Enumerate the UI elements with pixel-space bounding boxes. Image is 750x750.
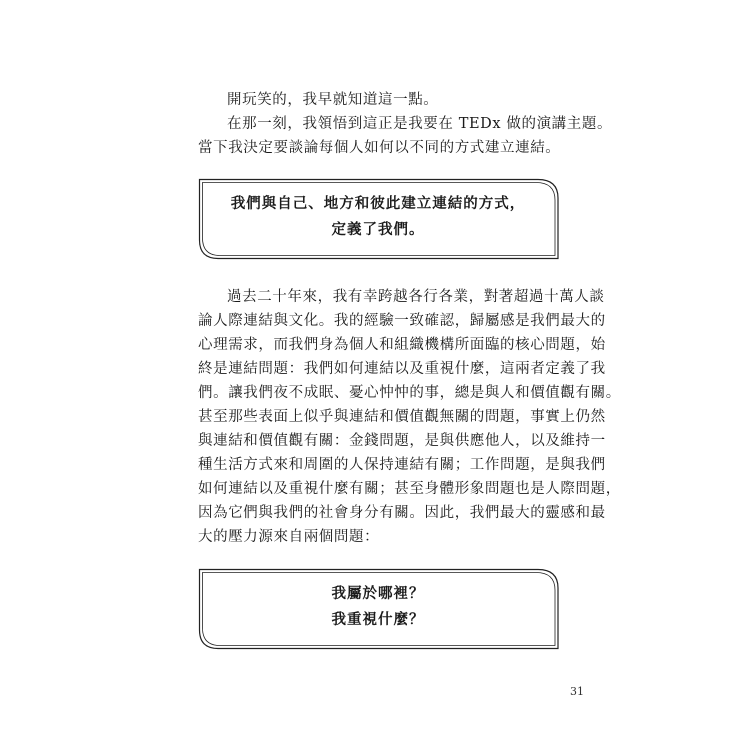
quote-box-2-text bbox=[198, 581, 558, 633]
opening-paragraph bbox=[198, 88, 613, 160]
quote-line: 我們與自己、地方和彼此建立連結的方式， bbox=[230, 196, 526, 212]
text-line: 心理需求，而我們身為個人和組織機構所面臨的核心問題，始 bbox=[198, 337, 606, 353]
text-line: 大的壓力源來自兩個問題： bbox=[198, 529, 380, 545]
text-line: 在那一刻，我領悟到這正是我要在 TEDx 做的演講主題。 bbox=[227, 116, 613, 132]
quote-box-1 bbox=[198, 178, 558, 258]
text-line: 如何連結以及重視什麼有關；甚至身體形象問題也是人際問題， bbox=[198, 481, 621, 497]
body-paragraph bbox=[198, 285, 621, 549]
text-line: 開玩笑的，我早就知道這一點。 bbox=[227, 92, 439, 108]
text-line: 因為它們與我們的社會身分有關。因此，我們最大的靈感和最 bbox=[198, 505, 606, 521]
text-line: 甚至那些表面上似乎與連結和價值觀無關的問題，事實上仍然 bbox=[198, 409, 606, 425]
quote-line: 我屬於哪裡？ bbox=[331, 586, 425, 602]
text-line: 當下我決定要談論每個人如何以不同的方式建立連結。 bbox=[198, 140, 561, 156]
quote-box-1-text bbox=[198, 191, 558, 243]
quote-box-2 bbox=[198, 568, 558, 648]
text-line: 終是連結問題：我們如何連結以及重視什麼，這兩者定義了我 bbox=[198, 361, 606, 377]
text-line: 種生活方式來和周圍的人保持連結有關；工作問題，是與我們 bbox=[198, 457, 606, 473]
text-line: 們。讓我們夜不成眠、憂心忡忡的事，總是與人和價值觀有關。 bbox=[198, 385, 621, 401]
text-line: 過去二十年來，我有幸跨越各行各業，對著超過十萬人談 bbox=[227, 289, 605, 305]
text-line: 與連結和價值觀有關：金錢問題，是與供應他人，以及維持一 bbox=[198, 433, 606, 449]
page-number: 31 bbox=[570, 685, 584, 698]
quote-line: 我重視什麼？ bbox=[331, 612, 425, 628]
text-line: 論人際連結與文化。我的經驗一致確認，歸屬感是我們最大的 bbox=[198, 313, 606, 329]
quote-line: 定義了我們。 bbox=[331, 222, 425, 238]
